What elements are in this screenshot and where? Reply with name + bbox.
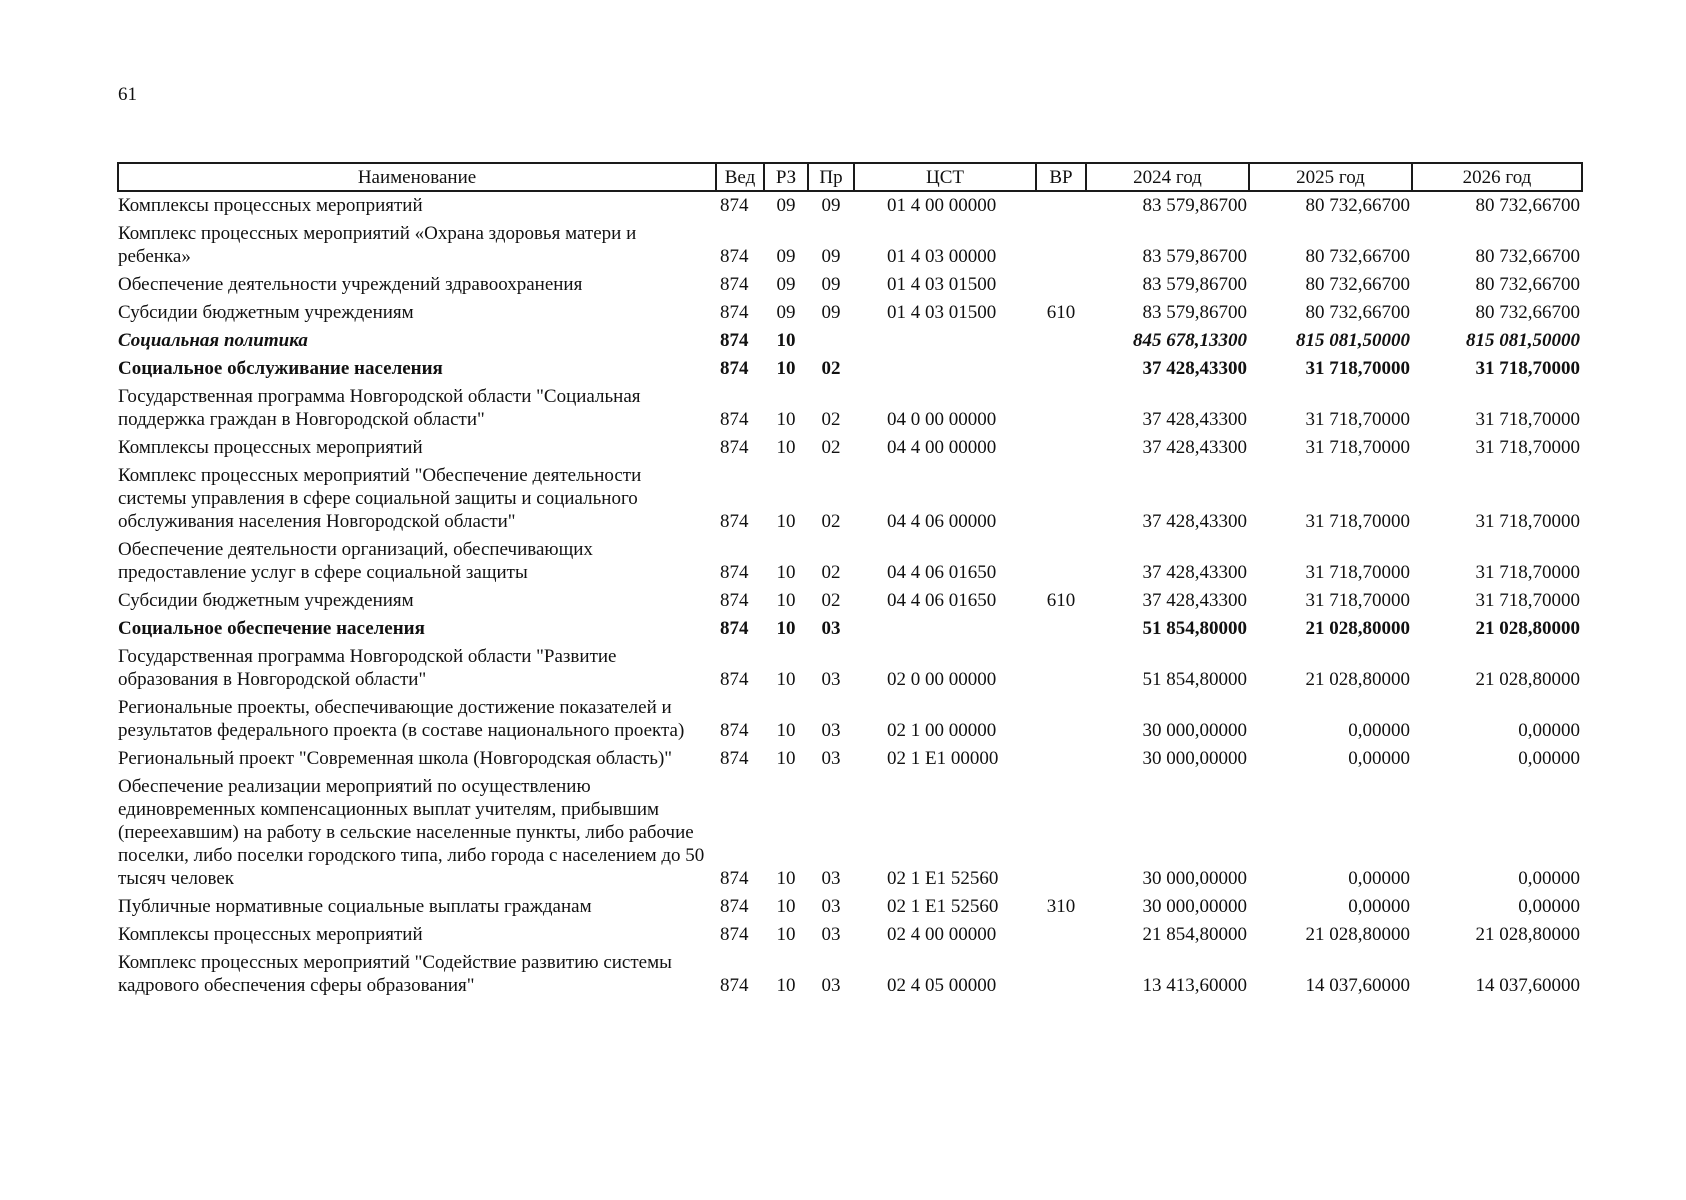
cell-2025: 80 732,66700 xyxy=(1305,274,1410,295)
cell-ved: 874 xyxy=(720,274,749,295)
cell-rz: 10 xyxy=(776,511,796,532)
table-row xyxy=(118,299,1582,327)
cell-name: Обеспечение реализации мероприятий по осуществлению единовременных компенсационных выплат учителям, прибывшим (переехавшим) на работу в сельские населенные пункты, либо рабочие поселки, либо поселки городского типа, либо города с населением до 50 тысяч человек xyxy=(118,776,705,889)
cell-pr: 03 xyxy=(821,868,841,889)
cell-cst: 01 4 03 01500 xyxy=(887,302,997,323)
cell-cst xyxy=(854,355,1036,383)
cell-ved: 874 xyxy=(720,924,749,945)
cell-name: Комплексы процессных мероприятий xyxy=(118,924,423,945)
cell-2025: 0,00000 xyxy=(1348,720,1410,741)
cell-cst: 04 4 06 00000 xyxy=(887,511,997,532)
cell-rz: 10 xyxy=(776,358,796,379)
cell-name: Обеспечение деятельности учреждений здравоохранения xyxy=(118,274,583,295)
cell-2024: 37 428,43300 xyxy=(1142,562,1247,583)
cell-2026: 31 718,70000 xyxy=(1475,562,1580,583)
cell-name: Региональные проекты, обеспечивающие достижение показателей и результатов федерального проекта (в составе национального проекта) xyxy=(118,697,685,741)
table-row xyxy=(118,536,1582,587)
cell-2026: 31 718,70000 xyxy=(1475,511,1580,532)
cell-name: Публичные нормативные социальные выплаты гражданам xyxy=(118,896,592,917)
cell-2024: 845 678,13300 xyxy=(1133,330,1247,351)
cell-cst: 02 1 E1 00000 xyxy=(887,748,999,769)
cell-rz: 09 xyxy=(776,195,796,216)
header-name: Наименование xyxy=(118,163,716,191)
cell-rz: 10 xyxy=(776,896,796,917)
cell-2025: 0,00000 xyxy=(1348,868,1410,889)
header-2025: 2025 год xyxy=(1249,163,1412,191)
cell-name: Комплекс процессных мероприятий «Охрана здоровья матери и ребенка» xyxy=(118,223,637,267)
cell-2024: 51 854,80000 xyxy=(1142,618,1247,639)
cell-vr xyxy=(1036,536,1086,587)
cell-2025: 31 718,70000 xyxy=(1305,358,1410,379)
cell-name: Региональный проект "Современная школа (Новгородская область)" xyxy=(118,748,673,769)
cell-name: Комплекс процессных мероприятий "Содействие развитию системы кадрового обеспечения сферы образования" xyxy=(118,952,672,996)
cell-vr: 610 xyxy=(1046,590,1076,611)
cell-pr: 03 xyxy=(821,975,841,996)
cell-2026: 14 037,60000 xyxy=(1475,975,1580,996)
cell-vr xyxy=(1036,921,1086,949)
cell-2026: 31 718,70000 xyxy=(1475,409,1580,430)
cell-vr xyxy=(1036,694,1086,745)
cell-ved: 874 xyxy=(720,868,749,889)
cell-2025: 31 718,70000 xyxy=(1305,590,1410,611)
cell-vr xyxy=(1036,271,1086,299)
cell-vr xyxy=(1036,191,1086,220)
header-vr: ВР xyxy=(1036,163,1086,191)
cell-pr: 03 xyxy=(821,924,841,945)
cell-2024: 83 579,86700 xyxy=(1142,302,1247,323)
cell-cst: 02 4 00 00000 xyxy=(887,924,997,945)
header-2024: 2024 год xyxy=(1086,163,1249,191)
cell-name: Государственная программа Новгородской области "Развитие образования в Новгородской области" xyxy=(118,646,617,690)
cell-ved: 874 xyxy=(720,409,749,430)
cell-ved: 874 xyxy=(720,748,749,769)
cell-2026: 21 028,80000 xyxy=(1475,669,1580,690)
header-rz: РЗ xyxy=(764,163,808,191)
cell-ved: 874 xyxy=(720,330,749,351)
cell-2025: 80 732,66700 xyxy=(1305,195,1410,216)
cell-rz: 10 xyxy=(776,409,796,430)
cell-ved: 874 xyxy=(720,437,749,458)
cell-ved: 874 xyxy=(720,669,749,690)
cell-pr: 09 xyxy=(821,195,841,216)
cell-name: Социальное обеспечение населения xyxy=(118,618,425,639)
cell-2026: 31 718,70000 xyxy=(1475,590,1580,611)
cell-2025: 21 028,80000 xyxy=(1305,669,1410,690)
cell-2025: 31 718,70000 xyxy=(1305,511,1410,532)
cell-vr: 310 xyxy=(1046,896,1076,917)
cell-2026: 80 732,66700 xyxy=(1475,246,1580,267)
table-row xyxy=(118,271,1582,299)
cell-2024: 30 000,00000 xyxy=(1142,748,1247,769)
cell-2024: 13 413,60000 xyxy=(1142,975,1247,996)
cell-2024: 37 428,43300 xyxy=(1142,590,1247,611)
cell-2025: 31 718,70000 xyxy=(1305,437,1410,458)
cell-vr xyxy=(1036,745,1086,773)
cell-cst xyxy=(854,327,1036,355)
cell-vr xyxy=(1036,220,1086,271)
cell-ved: 874 xyxy=(720,590,749,611)
cell-2024: 83 579,86700 xyxy=(1142,274,1247,295)
cell-2026: 0,00000 xyxy=(1518,896,1580,917)
cell-2025: 815 081,50000 xyxy=(1296,330,1410,351)
cell-vr xyxy=(1036,434,1086,462)
cell-ved: 874 xyxy=(720,720,749,741)
cell-2024: 30 000,00000 xyxy=(1142,720,1247,741)
header-ved: Вед xyxy=(716,163,764,191)
table-row xyxy=(118,694,1582,745)
cell-rz: 10 xyxy=(776,868,796,889)
cell-ved: 874 xyxy=(720,358,749,379)
cell-vr xyxy=(1036,383,1086,434)
cell-2025: 14 037,60000 xyxy=(1305,975,1410,996)
table-row xyxy=(118,587,1582,615)
cell-2026: 21 028,80000 xyxy=(1475,618,1580,639)
cell-cst: 02 1 E1 52560 xyxy=(887,896,999,917)
table-row xyxy=(118,745,1582,773)
cell-2026: 80 732,66700 xyxy=(1475,302,1580,323)
cell-vr xyxy=(1036,949,1086,1000)
cell-2026: 0,00000 xyxy=(1518,748,1580,769)
cell-name: Социальное обслуживание населения xyxy=(118,358,443,379)
table-row xyxy=(118,949,1582,1000)
cell-rz: 10 xyxy=(776,330,796,351)
cell-rz: 10 xyxy=(776,437,796,458)
table-row xyxy=(118,220,1582,271)
cell-pr: 09 xyxy=(821,274,841,295)
cell-2025: 80 732,66700 xyxy=(1305,246,1410,267)
cell-rz: 09 xyxy=(776,274,796,295)
table-row xyxy=(118,773,1582,893)
cell-name: Субсидии бюджетным учреждениям xyxy=(118,590,414,611)
cell-2024: 21 854,80000 xyxy=(1142,924,1247,945)
cell-pr: 02 xyxy=(821,437,841,458)
cell-pr: 09 xyxy=(821,246,841,267)
cell-2024: 83 579,86700 xyxy=(1142,246,1247,267)
cell-2025: 31 718,70000 xyxy=(1305,562,1410,583)
cell-pr: 02 xyxy=(821,409,841,430)
table-row xyxy=(118,191,1582,220)
cell-name: Комплексы процессных мероприятий xyxy=(118,437,423,458)
cell-ved: 874 xyxy=(720,562,749,583)
cell-ved: 874 xyxy=(720,511,749,532)
cell-cst: 02 4 05 00000 xyxy=(887,975,997,996)
cell-2024: 83 579,86700 xyxy=(1142,195,1247,216)
cell-vr xyxy=(1036,327,1086,355)
cell-ved: 874 xyxy=(720,302,749,323)
cell-2025: 0,00000 xyxy=(1348,896,1410,917)
cell-ved: 874 xyxy=(720,195,749,216)
cell-rz: 10 xyxy=(776,562,796,583)
cell-rz: 10 xyxy=(776,590,796,611)
cell-cst: 01 4 03 00000 xyxy=(887,246,997,267)
cell-2025: 21 028,80000 xyxy=(1305,924,1410,945)
cell-pr: 02 xyxy=(821,562,841,583)
cell-vr xyxy=(1036,462,1086,536)
cell-2025: 0,00000 xyxy=(1348,748,1410,769)
cell-rz: 10 xyxy=(776,924,796,945)
cell-pr: 03 xyxy=(821,669,841,690)
cell-rz: 10 xyxy=(776,618,796,639)
cell-cst: 02 0 00 00000 xyxy=(887,669,997,690)
cell-2026: 0,00000 xyxy=(1518,720,1580,741)
header-2026: 2026 год xyxy=(1412,163,1582,191)
cell-vr xyxy=(1036,773,1086,893)
cell-name: Обеспечение деятельности организаций, обеспечивающих предоставление услуг в сфере социальной защиты xyxy=(118,539,593,583)
table-row xyxy=(118,643,1582,694)
cell-cst: 04 0 00 00000 xyxy=(887,409,997,430)
cell-2025: 21 028,80000 xyxy=(1305,618,1410,639)
table-row-section xyxy=(118,327,1582,355)
cell-pr xyxy=(808,327,854,355)
cell-2024: 30 000,00000 xyxy=(1142,896,1247,917)
cell-2026: 0,00000 xyxy=(1518,868,1580,889)
cell-ved: 874 xyxy=(720,975,749,996)
cell-2024: 37 428,43300 xyxy=(1142,511,1247,532)
cell-pr: 02 xyxy=(821,590,841,611)
cell-2026: 31 718,70000 xyxy=(1475,358,1580,379)
cell-2026: 21 028,80000 xyxy=(1475,924,1580,945)
cell-ved: 874 xyxy=(720,896,749,917)
table-row xyxy=(118,893,1582,921)
cell-name: Социальная политика xyxy=(118,330,308,351)
header-pr: Пр xyxy=(808,163,854,191)
cell-cst: 02 1 00 00000 xyxy=(887,720,997,741)
table-row-subsection xyxy=(118,355,1582,383)
table-header-row xyxy=(118,163,1582,191)
cell-pr: 03 xyxy=(821,720,841,741)
table-row-subsection xyxy=(118,615,1582,643)
cell-pr: 03 xyxy=(821,618,841,639)
table-row xyxy=(118,921,1582,949)
header-cst: ЦСТ xyxy=(854,163,1036,191)
cell-2026: 31 718,70000 xyxy=(1475,437,1580,458)
cell-2024: 51 854,80000 xyxy=(1142,669,1247,690)
cell-2025: 80 732,66700 xyxy=(1305,302,1410,323)
cell-2024: 37 428,43300 xyxy=(1142,358,1247,379)
cell-rz: 10 xyxy=(776,720,796,741)
cell-name: Комплексы процессных мероприятий xyxy=(118,195,423,216)
cell-vr xyxy=(1036,355,1086,383)
cell-cst: 02 1 E1 52560 xyxy=(887,868,999,889)
cell-pr: 02 xyxy=(821,358,841,379)
cell-vr xyxy=(1036,615,1086,643)
cell-rz: 10 xyxy=(776,669,796,690)
budget-table xyxy=(117,162,1583,1000)
cell-cst: 01 4 00 00000 xyxy=(887,195,997,216)
cell-cst: 04 4 06 01650 xyxy=(887,590,997,611)
cell-2024: 37 428,43300 xyxy=(1142,409,1247,430)
cell-2026: 80 732,66700 xyxy=(1475,195,1580,216)
cell-rz: 09 xyxy=(776,302,796,323)
page-number: 61 xyxy=(118,84,137,105)
cell-pr: 03 xyxy=(821,896,841,917)
cell-pr: 02 xyxy=(821,511,841,532)
cell-2024: 37 428,43300 xyxy=(1142,437,1247,458)
cell-rz: 10 xyxy=(776,748,796,769)
cell-2026: 80 732,66700 xyxy=(1475,274,1580,295)
cell-ved: 874 xyxy=(720,618,749,639)
cell-ved: 874 xyxy=(720,246,749,267)
cell-rz: 10 xyxy=(776,975,796,996)
cell-2026: 815 081,50000 xyxy=(1466,330,1580,351)
cell-pr: 03 xyxy=(821,748,841,769)
table-row xyxy=(118,383,1582,434)
cell-rz: 09 xyxy=(776,246,796,267)
cell-cst xyxy=(854,615,1036,643)
cell-pr: 09 xyxy=(821,302,841,323)
cell-cst: 04 4 06 01650 xyxy=(887,562,997,583)
table-row xyxy=(118,434,1582,462)
cell-vr xyxy=(1036,643,1086,694)
cell-2025: 31 718,70000 xyxy=(1305,409,1410,430)
cell-cst: 04 4 00 00000 xyxy=(887,437,997,458)
cell-vr: 610 xyxy=(1046,302,1076,323)
cell-cst: 01 4 03 01500 xyxy=(887,274,997,295)
cell-name: Субсидии бюджетным учреждениям xyxy=(118,302,414,323)
cell-name: Комплекс процессных мероприятий "Обеспечение деятельности системы управления в сфере социальной защиты и социального обслуживания населения Новгородской области" xyxy=(118,465,642,532)
table-row xyxy=(118,462,1582,536)
cell-name: Государственная программа Новгородской области "Социальная поддержка граждан в Новгородской области" xyxy=(118,386,641,430)
cell-2024: 30 000,00000 xyxy=(1142,868,1247,889)
